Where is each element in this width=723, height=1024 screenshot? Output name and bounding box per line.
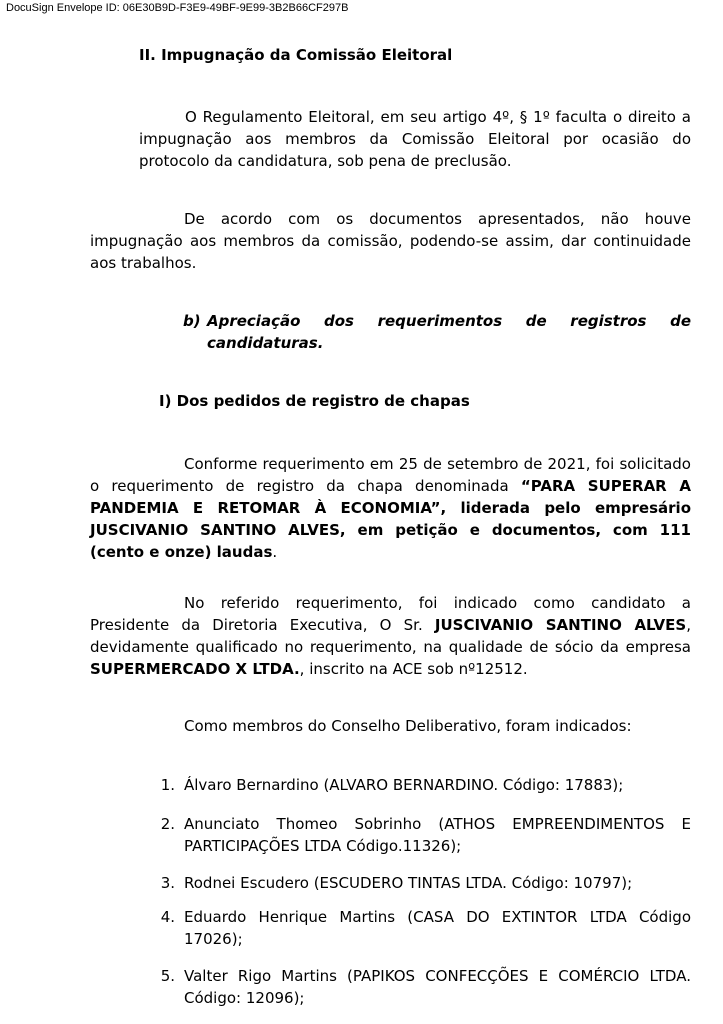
list-item-number: 3. xyxy=(160,874,175,892)
para4-bold-empresa: SUPERMERCADO X LTDA. xyxy=(90,660,300,678)
para4-text-1: No referido requerimento, foi indicado como candidato a Presidente da Diretoria Executiva, O Sr. xyxy=(90,594,691,634)
section-heading-impugnacao: II. Impugnação da Comissão Eleitoral xyxy=(139,46,453,64)
list-item-number: 1. xyxy=(160,776,175,794)
para3-text-1: Conforme requerimento em 25 de setembro de 2021, foi solicitado o requerimento de registro da chapa denominada xyxy=(90,455,691,495)
para4-text-2: , devidamente qualificado no requerimento, na qualidade de sócio da empresa xyxy=(90,616,691,656)
list-item: Rodnei Escudero (ESCUDERO TINTAS LTDA. Código: 10797); xyxy=(184,874,633,892)
subsection-marker: b) xyxy=(183,312,201,330)
section-heading-pedidos-registro: I) Dos pedidos de registro de chapas xyxy=(159,392,470,410)
subsection-heading-apreciacao: Apreciação dos requerimentos de registros de candidaturas. xyxy=(207,312,691,352)
list-item: Valter Rigo Martins (PAPIKOS CONFECÇÕES E COMÉRCIO LTDA. Código: 12096); xyxy=(184,967,691,1007)
list-item: Eduardo Henrique Martins (CASA DO EXTINTOR LTDA Código 17026); xyxy=(184,908,691,948)
para3-text-2: . xyxy=(272,543,278,561)
paragraph-nao-houve-impugnacao: De acordo com os documentos apresentados, não houve impugnação aos membros da comissão, podendo-se assim, dar continuidade aos trabalhos. xyxy=(90,210,691,272)
list-item-number: 5. xyxy=(160,967,175,985)
paragraph-regulamento: O Regulamento Eleitoral, em seu artigo 4º, § 1º faculta o direito a impugnação aos membros da Comissão Eleitoral por ocasião do protocolo da candidatura, sob pena de preclusão. xyxy=(139,108,691,170)
list-item-number: 4. xyxy=(160,908,175,926)
para3-bold-chapa: “PARA SUPERAR A PANDEMIA E RETOMAR À ECONOMIA”, liderada pelo empresário JUSCIVANIO SANTINO ALVES, em petição e documentos, com 111 (cento e onze) laudas xyxy=(90,477,691,561)
list-item-number: 2. xyxy=(160,815,175,833)
paragraph-conforme-requerimento xyxy=(90,453,691,563)
list-item: Anunciato Thomeo Sobrinho (ATHOS EMPREENDIMENTOS E PARTICIPAÇÕES LTDA Código.11326); xyxy=(184,815,691,855)
paragraph-membros-conselho: Como membros do Conselho Deliberativo, foram indicados: xyxy=(184,717,632,735)
para4-bold-nome: JUSCIVANIO SANTINO ALVES xyxy=(434,616,687,634)
paragraph-candidato-presidente xyxy=(90,592,691,680)
para4-text-3: , inscrito na ACE sob nº12512. xyxy=(299,660,528,678)
list-item: Álvaro Bernardino (ALVARO BERNARDINO. Código: 17883); xyxy=(184,776,624,794)
docusign-envelope-id: DocuSign Envelope ID: 06E30B9D-F3E9-49BF-9E99-3B2B66CF297B xyxy=(6,2,349,14)
